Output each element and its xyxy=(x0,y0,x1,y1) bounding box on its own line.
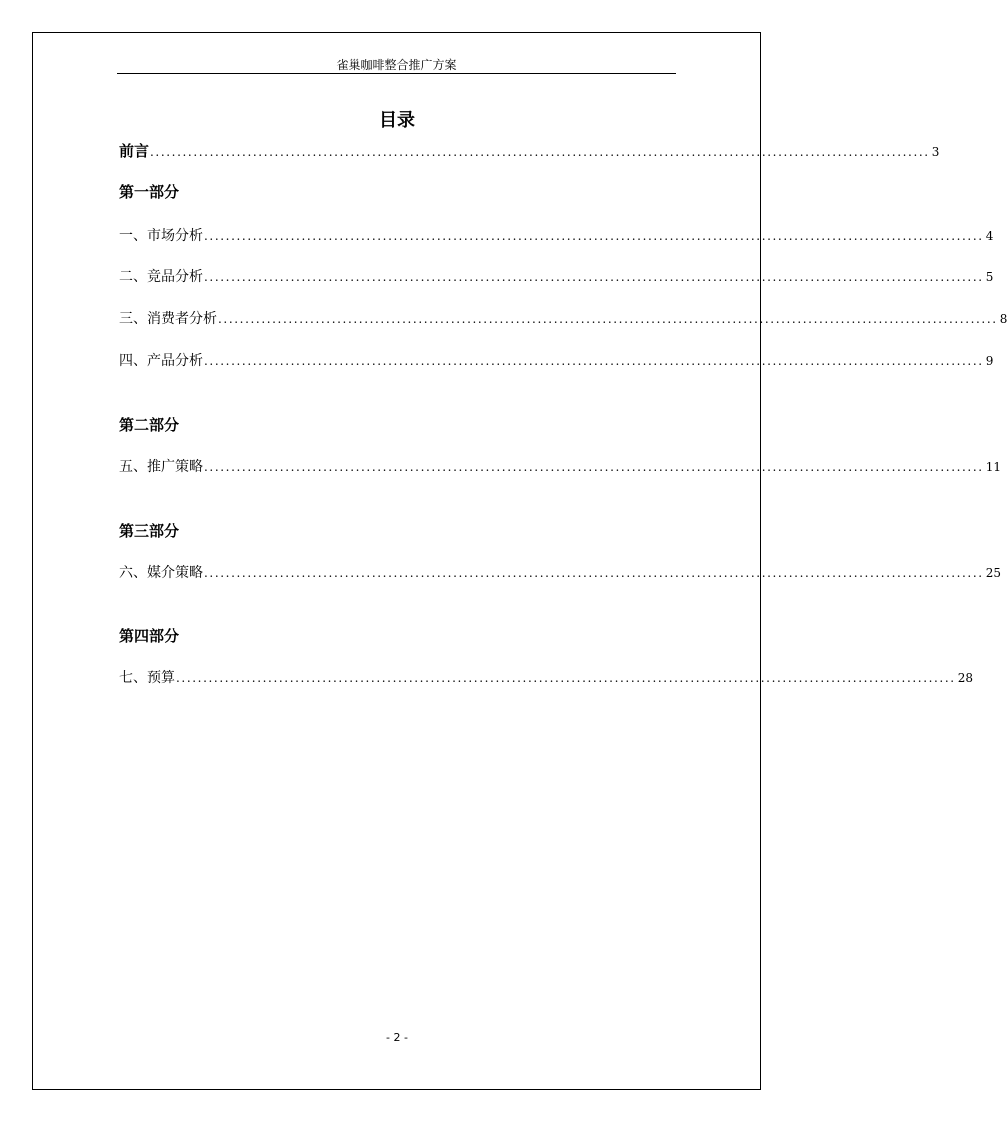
toc-section-2: 第二部分 xyxy=(119,416,180,434)
toc-leader-dots: ................................................................................................................................................ xyxy=(150,145,930,159)
toc-entry-page: 4 xyxy=(985,229,994,243)
toc-entry-promotion[interactable] xyxy=(119,456,1001,476)
toc-leader-dots: ................................................................................................................................................ xyxy=(204,566,984,580)
toc-leader-dots: ................................................................................................................................................ xyxy=(218,312,998,326)
running-header: 雀巢咖啡整合推广方案 xyxy=(336,58,457,72)
toc-leader-dots: ................................................................................................................................................ xyxy=(204,229,984,243)
toc-entry-label: 六、媒介策略 xyxy=(119,565,203,581)
toc-leader-dots: ................................................................................................................................................ xyxy=(204,354,984,368)
toc-entry-product[interactable] xyxy=(119,350,994,370)
toc-entry-label: 四、产品分析 xyxy=(119,353,203,369)
toc-entry-page: 9 xyxy=(985,354,994,368)
toc-entry-page: 8 xyxy=(999,312,1007,326)
toc-section-4: 第四部分 xyxy=(119,627,180,645)
toc-entry-page: 28 xyxy=(957,671,973,685)
page-number: - 2 - xyxy=(386,1031,408,1044)
toc-entry-page: 5 xyxy=(985,270,994,284)
toc-leader-dots: ................................................................................................................................................ xyxy=(176,671,956,685)
toc-entry-label: 七、预算 xyxy=(119,670,175,686)
toc-entry-consumer[interactable] xyxy=(119,308,1007,328)
toc-entry-market[interactable] xyxy=(119,225,994,245)
toc-section-3: 第三部分 xyxy=(119,522,180,540)
toc-entry-competitor[interactable] xyxy=(119,266,994,286)
toc-entry-label: 二、竞品分析 xyxy=(119,269,203,285)
toc-entry-label: 一、市场分析 xyxy=(119,228,203,244)
toc-entry-label: 前言 xyxy=(119,142,150,160)
toc-entry-preface[interactable] xyxy=(119,140,940,160)
toc-leader-dots: ................................................................................................................................................ xyxy=(204,270,984,284)
toc-leader-dots: ................................................................................................................................................ xyxy=(204,460,984,474)
header-rule xyxy=(117,73,676,74)
toc-title: 目录 xyxy=(379,110,415,131)
toc-entry-media[interactable] xyxy=(119,562,1001,582)
toc-section-1: 第一部分 xyxy=(119,183,180,201)
toc-entry-page: 3 xyxy=(931,145,940,159)
toc-entry-label: 五、推广策略 xyxy=(119,459,203,475)
toc-entry-label: 三、消费者分析 xyxy=(119,311,217,327)
toc-entry-budget[interactable] xyxy=(119,667,973,687)
toc-entry-page: 11 xyxy=(985,460,1001,474)
toc-entry-page: 25 xyxy=(985,566,1001,580)
